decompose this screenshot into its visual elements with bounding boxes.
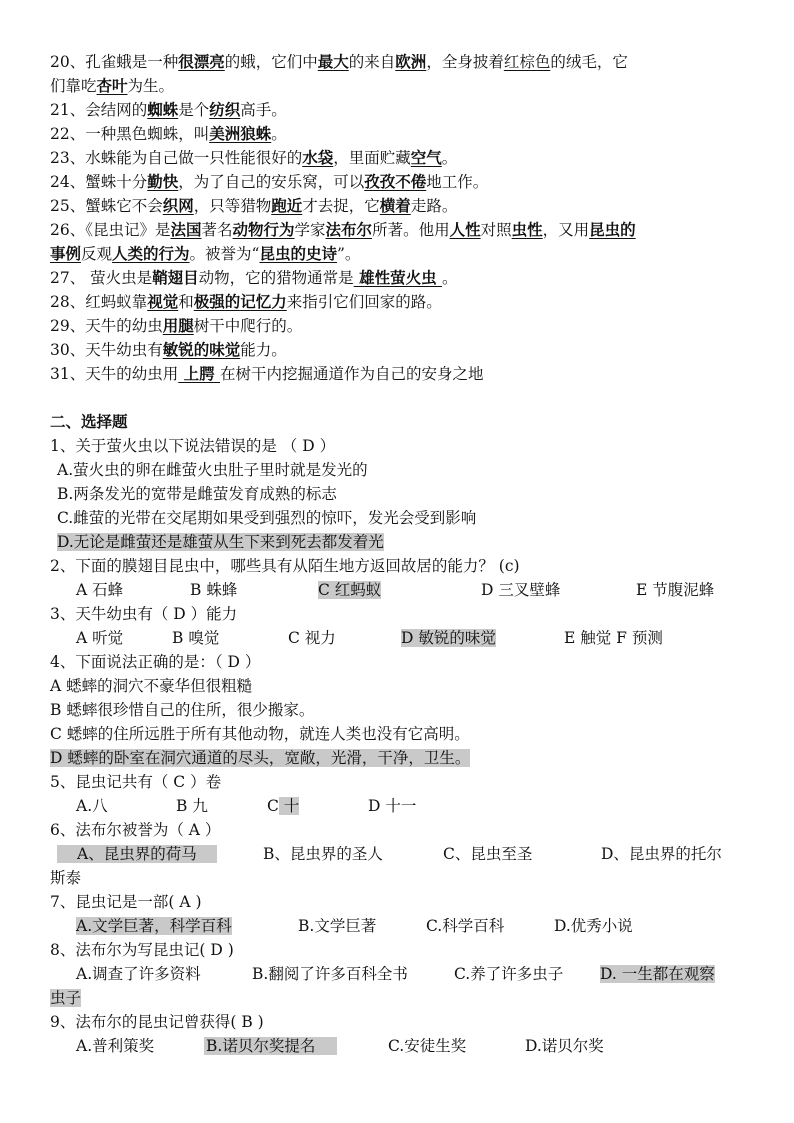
q8-option-b: B.翻阅了许多百科全书: [252, 965, 408, 983]
q7-option-d: D.优秀小说: [554, 917, 633, 935]
q9-option-c: C.安徒生奖: [388, 1037, 467, 1055]
q1-option-a: A.萤火虫的卵在雌萤火虫肚子里时就是发光的: [57, 461, 368, 479]
q6-option-b: B、昆虫界的圣人: [263, 845, 383, 863]
q2-option-c: C 红蚂蚁: [318, 581, 382, 599]
q1-option-d: D.无论是雌萤还是雄萤从生下来到死去都发着光: [57, 533, 384, 551]
q5-option-d: D 十一: [368, 797, 417, 815]
question-4: 4、下面说法正确的是：（ D ）: [50, 653, 261, 671]
q8-option-c: C.养了许多虫子: [454, 965, 564, 983]
question-5: 5、昆虫记共有（ C ）卷: [50, 773, 222, 791]
q9-option-a: A.普利策奖: [76, 1037, 155, 1055]
question-3: 3、天牛幼虫有（ D ）能力: [50, 605, 238, 623]
q6-option-a: A、昆虫界的荷马: [57, 843, 217, 865]
q2-option-b: B 蛛蜂: [190, 581, 238, 599]
q5-option-c: C 十: [267, 797, 300, 815]
fill-item-20: 20、孔雀蛾是一种很漂亮的蛾，它们中最大的来自欧洲，全身披着红棕色的绒毛，它: [50, 52, 628, 71]
question-1: 1、关于萤火虫以下说法错误的是 （ D ）: [50, 437, 336, 455]
q4-option-a: A 蟋蟀的洞穴不豪华但很粗糙: [50, 677, 253, 695]
question-9: 9、法布尔的昆虫记曾获得( B ): [50, 1013, 264, 1031]
q9-option-b: B.诺贝尔奖提名: [204, 1035, 337, 1057]
q2-option-a: A 石蜂: [76, 581, 124, 599]
q2-option-e: E 节腹泥蜂: [636, 581, 715, 599]
fill-item-27: 27、 萤火虫是鞘翅目动物，它的猎物通常是 雄性萤火虫 。: [50, 268, 458, 287]
q6-option-c: C、昆虫至圣: [443, 845, 533, 863]
q3-option-c: C 视力: [288, 629, 336, 647]
fill-item-26-cont: 事例反观人类的行为。被誉为“昆虫的史诗”。: [50, 244, 361, 263]
q5-option-a: A.八: [76, 797, 108, 815]
q7-option-b: B.文学巨著: [298, 917, 377, 935]
q3-option-d: D 敏锐的味觉: [401, 629, 496, 647]
q6-option-d: D、昆虫界的托尔: [601, 845, 722, 863]
q4-option-d: D 蟋蟀的卧室在洞穴通道的尽头，宽敞，光滑，干净，卫生。: [50, 749, 471, 767]
q7-option-c: C.科学百科: [426, 917, 505, 935]
q1-option-c: C.雌萤的光带在交尾期如果受到强烈的惊吓，发光会受到影响: [57, 509, 477, 527]
q8-option-d: D. 一生都在观察: [600, 965, 715, 983]
q5-option-b: B 九: [176, 797, 208, 815]
q2-option-d: D 三叉壁蜂: [481, 581, 561, 599]
fill-item-29: 29、天牛的幼虫用腿树干中爬行的。: [50, 316, 303, 335]
fill-item-25: 25、蟹蛛它不会织网，只等猎物跑近才去捉，它横着走路。: [50, 196, 458, 215]
q1-option-b: B.两条发光的宽带是雌萤发育成熟的标志: [57, 485, 337, 503]
q7-option-a: A.文学巨著，科学百科: [76, 917, 232, 935]
fill-item-23: 23、水蛛能为自己做一只性能很好的水袋，里面贮藏空气。: [50, 148, 458, 167]
question-8: 8、法布尔为写昆虫记( D ): [50, 941, 234, 959]
fill-item-21: 21、会结网的蜘蛛是个纺织高手。: [50, 100, 287, 119]
section-title: 二、选择题: [50, 412, 128, 431]
q8-option-d-cont: 虫子: [50, 989, 82, 1007]
q3-option-b: B 嗅觉: [172, 629, 220, 647]
fill-item-20-cont: 们靠吃杏叶为生。: [50, 76, 175, 95]
fill-item-26: 26、《昆虫记》是法国著名动物行为学家法布尔所著。他用人性对照虫性，又用昆虫的: [50, 220, 636, 239]
q6-option-d-cont: 斯泰: [50, 869, 82, 887]
question-6: 6、法布尔被誉为（ A ）: [50, 821, 221, 839]
q4-option-b: B 蟋蟀很珍惜自己的住所，很少搬家。: [50, 701, 315, 719]
fill-item-31: 31、天牛的幼虫用 上腭 在树干内挖掘通道作为自己的安身之地: [50, 364, 484, 383]
q3-option-e: E 触觉 F 预测: [564, 629, 663, 647]
fill-item-22: 22、一种黑色蜘蛛，叫美洲狼蛛。: [50, 124, 287, 143]
q3-option-a: A 听觉: [76, 629, 124, 647]
fill-item-24: 24、蟹蛛十分勤快，为了自己的安乐窝，可以孜孜不倦地工作。: [50, 172, 489, 191]
question-7: 7、昆虫记是一部( A ): [50, 893, 202, 911]
q4-option-c: C 蟋蟀的住所远胜于所有其他动物，就连人类也没有它高明。: [50, 725, 470, 743]
q9-option-d: D.诺贝尔奖: [525, 1037, 604, 1055]
fill-item-30: 30、天牛幼虫有敏锐的味觉能力。: [50, 340, 287, 359]
question-2: 2、下面的膜翅目昆虫中，哪些具有从陌生地方返回故居的能力？ (c): [50, 557, 520, 575]
fill-item-28: 28、红蚂蚁靠视觉和极强的记忆力来指引它们回家的路。: [50, 292, 442, 311]
q8-option-a: A.调查了许多资料: [76, 965, 201, 983]
